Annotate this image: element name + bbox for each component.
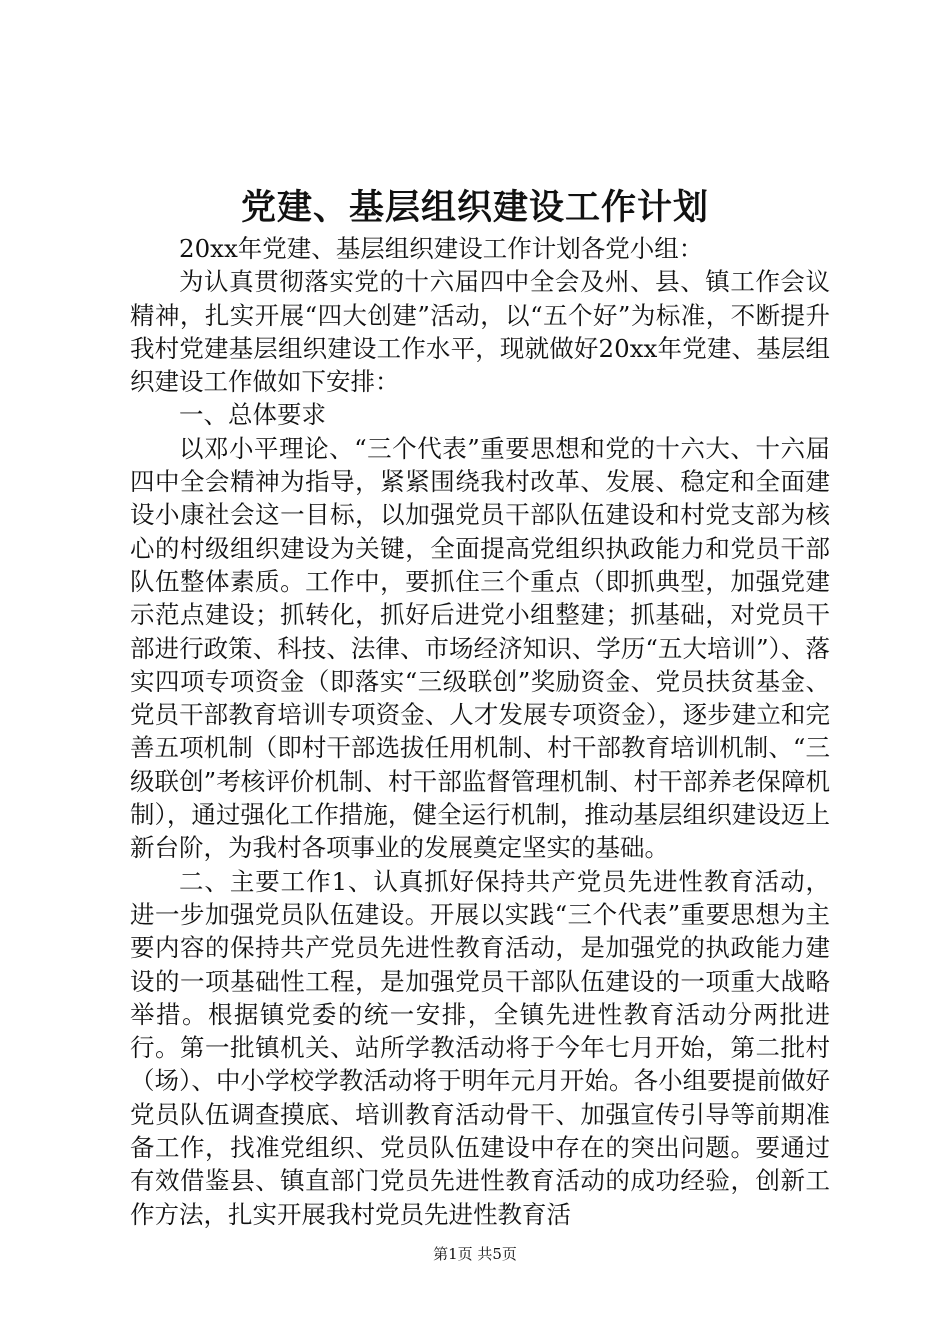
- paragraph-general-requirements: 以邓小平理论、“三个代表”重要思想和党的十六大、十六届四中全会精神为指导，紧紧围绕我村改革、发展、稳定和全面建设小康社会这一目标，以加强党员干部队伍建设和村党支部为核心的村级组织建设为关键，全面提高党组织执政能力和党员干部队伍整体素质。工作中，要抓住三个重点（即抓典型，加强党建示范点建设；抓转化，抓好后进党小组整建；抓基础，对党员干部进行政策、科技、法律、市场经济知识、学历“五大培训”）、落实四项专项资金（即落实“三级联创”奖励资金、党员扶贫基金、党员干部教育培训专项资金、人才发展专项资金），逐步建立和完善五项机制（即村干部选拔任用机制、村干部教育培训机制、“三级联创”考核评价机制、村干部监督管理机制、村干部养老保障机制），通过强化工作措施，健全运行机制，推动基层组织建设迈上新台阶，为我村各项事业的发展奠定坚实的基础。: [130, 433, 830, 863]
- section-heading-general-requirements: 一、总体要求: [179, 400, 326, 430]
- paragraph-salutation: 20xx年党建、基层组织建设工作计划各党小组：: [179, 234, 704, 263]
- paragraph-main-work: 二、主要工作1、认真抓好保持共产党员先进性教育活动，进一步加强党员队伍建设。开展以实践“三个代表”重要思想为主要内容的保持共产党员先进性教育活动，是加强党的执政能力建设的一项基础性工程，是加强党员干部队伍建设的一项重大战略举措。根据镇党委的统一安排，全镇先进性教育活动分两批进行。第一批镇机关、站所学教活动将于今年七月开始，第二批村（场）、中小学校学教活动将于明年元月开始。各小组要提前做好党员队伍调查摸底、培训教育活动骨干、加强宣传引导等前期准备工作，找准党组织、党员队伍建设中存在的突出问题。要通过有效借鉴县、镇直部门党员先进性教育活动的成功经验，创新工作方法，扎实开展我村党员先进性教育活: [130, 866, 830, 1229]
- paragraph-intro: 为认真贯彻落实党的十六届四中全会及州、县、镇工作会议精神，扎实开展“四大创建”活动，以“五个好”为标准，不断提升我村党建基层组织建设工作水平，现就做好20xx年党建、基层组织建设工作做如下安排：: [130, 267, 830, 397]
- page-footer: 第1页 共5页: [433, 1245, 517, 1263]
- document-body: [130, 232, 830, 1231]
- document-title: 党建、基层组织建设工作计划: [240, 187, 709, 228]
